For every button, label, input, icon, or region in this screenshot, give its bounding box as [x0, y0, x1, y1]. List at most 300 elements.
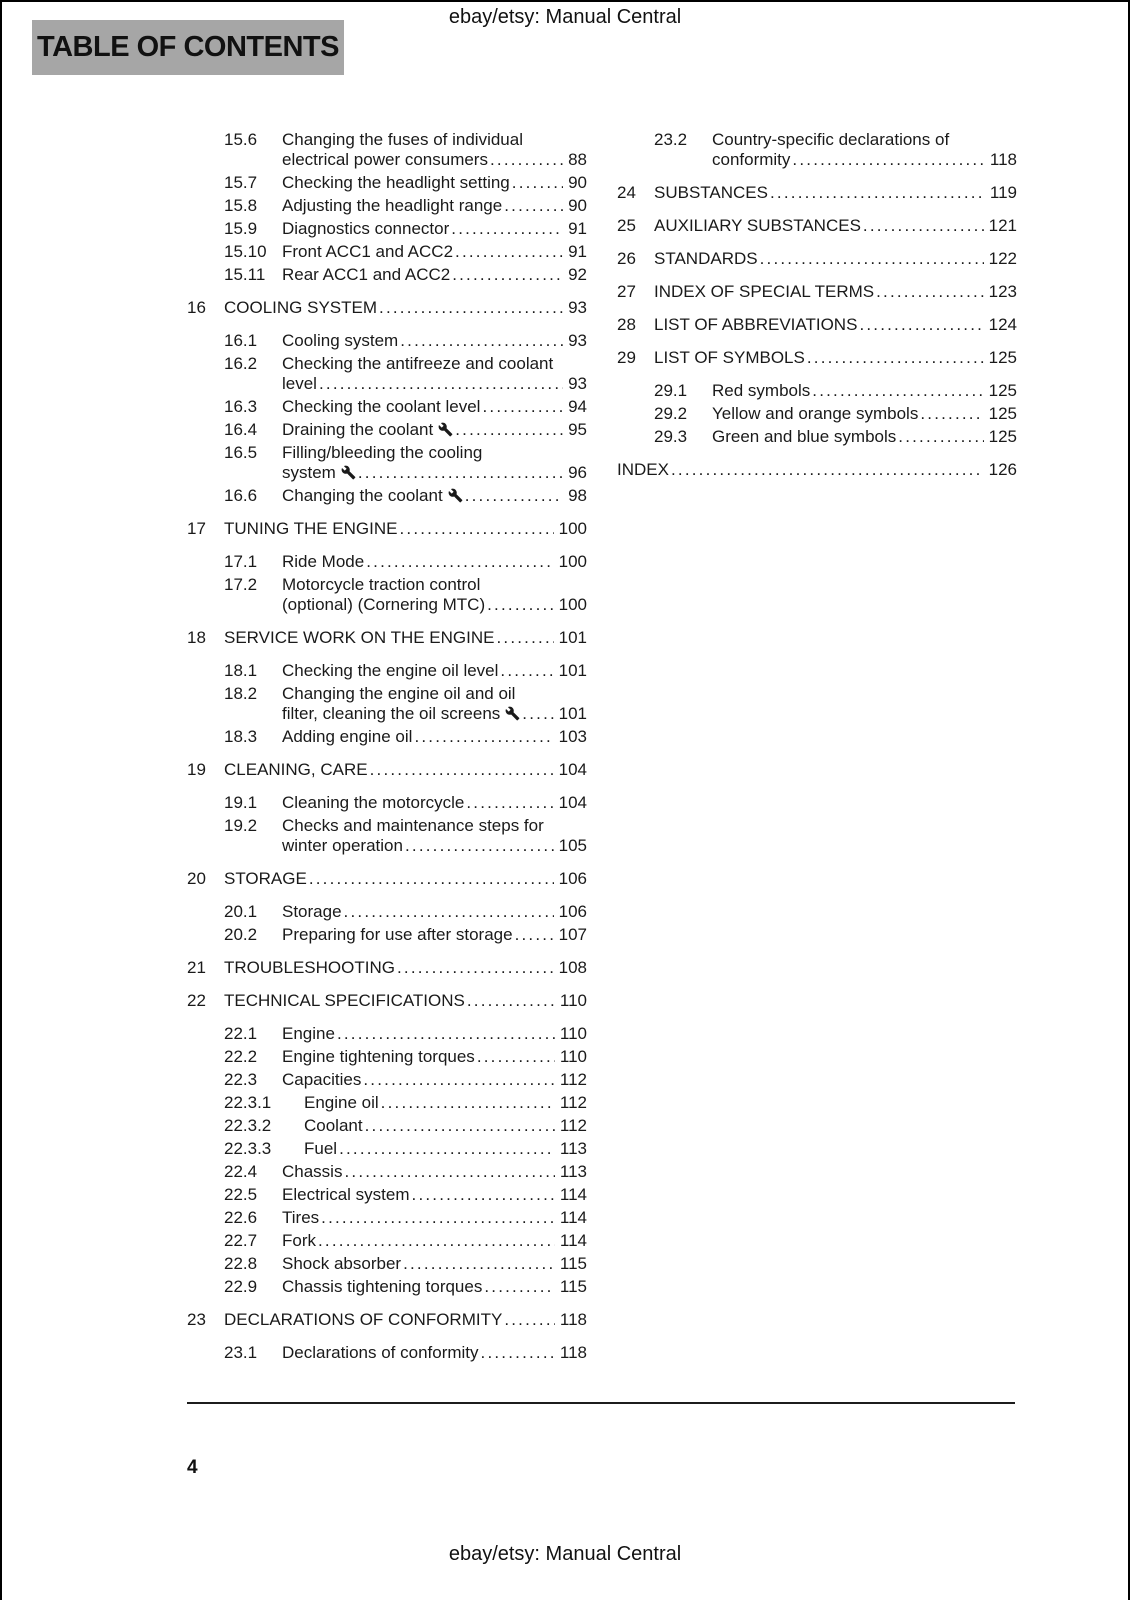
dot-leader: [344, 1162, 554, 1182]
toc-entry-number: 21: [187, 958, 206, 977]
toc-entry-line: [224, 1277, 587, 1297]
dot-leader: [309, 869, 554, 889]
toc-entry-line: [224, 1093, 587, 1113]
footer-divider: [187, 1402, 1015, 1404]
dot-leader: [504, 1310, 555, 1330]
toc-entry-page: 95: [568, 420, 587, 439]
toc-entry-number: 29.1: [654, 381, 688, 400]
toc-entry-title: Chassis tightening torques: [282, 1277, 483, 1296]
dot-leader: [477, 1047, 555, 1067]
toc-entry-line: [617, 315, 1017, 335]
toc-entry-number: 26: [617, 249, 636, 268]
toc-entry-title: Adjusting the headlight range: [282, 196, 503, 215]
wrench-icon: [448, 488, 463, 503]
toc-entry-line: [654, 427, 1017, 447]
toc-entry-page: 112: [559, 1070, 587, 1089]
toc-entry-page: 125: [988, 427, 1017, 446]
toc-entry: [224, 727, 587, 747]
dot-leader: [318, 1231, 555, 1251]
toc-entry: [224, 486, 587, 506]
toc-entry: [224, 1139, 587, 1159]
toc-entry-number: 19.2: [224, 816, 258, 835]
dot-leader: [451, 219, 563, 239]
toc-entry-number: 18.1: [224, 661, 258, 680]
toc-entry-page: 113: [559, 1139, 587, 1158]
toc-entry-line: [224, 1254, 587, 1274]
dot-leader: [760, 249, 984, 269]
toc-entry-page: 110: [559, 1024, 587, 1043]
toc-entry-number: 16.3: [224, 397, 258, 416]
toc-entry: [224, 793, 587, 813]
toc-entry-number: 17.1: [224, 552, 258, 571]
toc-entry-number: 24: [617, 183, 636, 202]
toc-entry-page: 106: [558, 869, 587, 888]
dot-leader: [465, 486, 563, 506]
toc-entry-title: TECHNICAL SPECIFICATIONS: [224, 991, 465, 1010]
toc-entry-title: filter, cleaning the oil screens: [282, 704, 501, 723]
toc-entry-number: 22.4: [224, 1162, 258, 1181]
toc-entry-title: Engine oil: [304, 1093, 379, 1112]
toc-entry-page: 94: [568, 397, 587, 416]
toc-entry-page: 90: [568, 196, 587, 215]
dot-leader: [515, 925, 554, 945]
toc-entry: [187, 1310, 587, 1330]
toc-entry-number: 19: [187, 760, 206, 779]
dot-leader: [399, 519, 553, 539]
toc-entry-title: SUBSTANCES: [654, 183, 768, 202]
toc-entry-title: INDEX: [617, 460, 669, 479]
toc-entry-title: Checking the coolant level: [282, 397, 481, 416]
toc-entry-title: DECLARATIONS OF CONFORMITY: [224, 1310, 503, 1329]
toc-entry-page: 105: [558, 836, 587, 855]
toc-entry: [617, 282, 1017, 302]
toc-entry-title: LIST OF ABBREVIATIONS: [654, 315, 858, 334]
toc-entry-page: 123: [988, 282, 1017, 301]
toc-entry: [224, 242, 587, 262]
toc-entry: [224, 661, 587, 681]
toc-entry-number: 22.5: [224, 1185, 258, 1204]
toc-entry-line: [224, 704, 587, 724]
toc-entry-title: Tires: [282, 1208, 320, 1227]
toc-entry-title: Checking the headlight setting: [282, 173, 510, 192]
page-number: 4: [187, 1457, 198, 1478]
toc-entry: [224, 684, 587, 724]
toc-entry: [224, 1185, 587, 1205]
toc-entry-line: [187, 869, 587, 889]
toc-entry: [224, 130, 587, 170]
toc-entry-line: [224, 816, 587, 836]
toc-entry-number: 16.1: [224, 331, 258, 350]
toc-entry-line: [654, 404, 1017, 424]
toc-entry-page: 101: [558, 704, 587, 723]
dot-leader: [321, 1208, 555, 1228]
toc-entry-page: 126: [988, 460, 1017, 479]
toc-entry-number: 20.1: [224, 902, 258, 921]
toc-entry-title: AUXILIARY SUBSTANCES: [654, 216, 861, 235]
toc-entry-title: electrical power consumers: [282, 150, 488, 169]
dot-leader: [363, 1070, 555, 1090]
toc-entry-page: 124: [988, 315, 1017, 334]
toc-entry-page: 101: [558, 628, 587, 647]
toc-entry-line: [224, 331, 587, 351]
toc-entry-title: Checking the antifreeze and coolant: [282, 354, 554, 373]
toc-entry: [224, 1343, 587, 1363]
toc-entry-line: [224, 196, 587, 216]
toc-entry: [224, 1047, 587, 1067]
toc-entry-line: [224, 173, 587, 193]
toc-entry-line: [224, 836, 587, 856]
toc-entry: [187, 519, 587, 539]
toc-entry-number: 18.2: [224, 684, 258, 703]
toc-entry: [224, 1024, 587, 1044]
dot-leader: [500, 661, 553, 681]
toc-entry-line: [224, 486, 587, 506]
toc-entry-line: [654, 150, 1017, 170]
toc-entry-line: [617, 282, 1017, 302]
toc-entry-line: [224, 1231, 587, 1251]
toc-entry-line: [187, 628, 587, 648]
toc-entry-page: 101: [558, 661, 587, 680]
toc-entry-page: 118: [989, 150, 1017, 169]
toc-entry-title: system: [282, 463, 336, 482]
toc-entry-line: [224, 150, 587, 170]
toc-entry: [187, 628, 587, 648]
dot-leader: [452, 265, 563, 285]
toc-entry-line: [617, 460, 1017, 480]
toc-entry: [187, 298, 587, 318]
dot-leader: [455, 242, 563, 262]
toc-entry-line: [224, 397, 587, 417]
toc-column-left: [187, 130, 587, 1366]
toc-entry-title: Green and blue symbols: [712, 427, 897, 446]
toc-entry-page: 93: [568, 298, 587, 317]
dot-leader: [397, 958, 554, 978]
toc-entry-page: 104: [558, 760, 587, 779]
dot-leader: [504, 196, 563, 216]
dot-leader: [490, 150, 563, 170]
toc-entry-title: TUNING THE ENGINE: [224, 519, 398, 538]
toc-entry-page: 122: [988, 249, 1017, 268]
toc-entry: [187, 991, 587, 1011]
toc-entry-line: [224, 1070, 587, 1090]
toc-entry-title: Preparing for use after storage: [282, 925, 513, 944]
toc-entry-number: 23: [187, 1310, 206, 1329]
toc-entry-page: 125: [988, 404, 1017, 423]
toc-entry-number: 22.3: [224, 1070, 258, 1089]
dot-leader: [337, 1024, 555, 1044]
toc-entry-title: Country-specific declarations of: [712, 130, 950, 149]
wrench-icon: [438, 422, 453, 437]
toc-entry-line: [224, 1116, 587, 1136]
toc-entry-page: 121: [988, 216, 1017, 235]
toc-entry-number: 16.6: [224, 486, 258, 505]
toc-entry-number: 22.3.1: [224, 1093, 272, 1112]
toc-entry-title: LIST OF SYMBOLS: [654, 348, 805, 367]
toc-entry-title: Declarations of conformity: [282, 1343, 479, 1362]
dot-leader: [381, 1093, 555, 1113]
toc-entry-title: Fuel: [304, 1139, 338, 1158]
page-header-text: ebay/etsy: Manual Central: [448, 6, 682, 28]
toc-entry-title: Rear ACC1 and ACC2: [282, 265, 451, 284]
toc-entry-line: [224, 1162, 587, 1182]
toc-entry: [617, 249, 1017, 269]
toc-entry-line: [187, 760, 587, 780]
toc-entry-number: 22.3.2: [224, 1116, 272, 1135]
toc-entry-page: 93: [568, 374, 587, 393]
toc-entry-page: 112: [559, 1093, 587, 1112]
toc-entry-line: [224, 575, 587, 595]
toc-entry-page: 104: [558, 793, 587, 812]
toc-entry: [224, 397, 587, 417]
toc-entry-line: [224, 1208, 587, 1228]
dot-leader: [512, 173, 563, 193]
toc-entry-title: Checking the engine oil level: [282, 661, 499, 680]
toc-entry-number: 16.2: [224, 354, 258, 373]
toc-entry-page: 113: [559, 1162, 587, 1181]
toc-entry-number: 23.2: [654, 130, 688, 149]
toc-entry: [224, 1070, 587, 1090]
toc-entry-number: 16: [187, 298, 206, 317]
toc-entry-number: 15.11: [224, 265, 266, 284]
toc-entry-number: 22.9: [224, 1277, 258, 1296]
dot-leader: [370, 760, 554, 780]
toc-entry-page: 100: [558, 552, 587, 571]
toc-entry-line: [187, 298, 587, 318]
toc-entry-page: 108: [558, 958, 587, 977]
toc-entry: [224, 1162, 587, 1182]
toc-entry-line: [224, 727, 587, 747]
toc-entry: [224, 1116, 587, 1136]
toc-entry-page: 98: [568, 486, 587, 505]
toc-entry-title: Electrical system: [282, 1185, 410, 1204]
toc-entry-number: 29.3: [654, 427, 688, 446]
dot-leader: [481, 1343, 555, 1363]
dot-leader: [467, 991, 555, 1011]
toc-entry-title: SERVICE WORK ON THE ENGINE: [224, 628, 495, 647]
toc-entry: [617, 460, 1017, 480]
toc-entry-title: Fork: [282, 1231, 316, 1250]
toc-entry-line: [187, 958, 587, 978]
toc-entry: [187, 958, 587, 978]
toc-entry-title: Changing the engine oil and oil: [282, 684, 516, 703]
toc-entry-page: 114: [559, 1208, 587, 1227]
toc-entry: [224, 902, 587, 922]
toc-entry-line: [187, 519, 587, 539]
toc-entry-title: CLEANING, CARE: [224, 760, 368, 779]
dot-leader: [863, 216, 984, 236]
dot-leader: [414, 727, 553, 747]
toc-entry-page: 93: [568, 331, 587, 350]
dot-leader: [770, 183, 985, 203]
toc-entry: [224, 925, 587, 945]
toc-entry-line: [224, 684, 587, 704]
toc-entry-title: Draining the coolant: [282, 420, 434, 439]
toc-entry-title: Engine: [282, 1024, 335, 1043]
toc-entry: [224, 420, 587, 440]
toc-entry-title: Storage: [282, 902, 342, 921]
toc-entry: [187, 760, 587, 780]
toc-entry-page: 118: [559, 1343, 587, 1362]
toc-entry-title: Chassis: [282, 1162, 343, 1181]
toc-entry: [224, 331, 587, 351]
toc-entry-page: 115: [559, 1254, 587, 1273]
toc-entry-page: 114: [559, 1231, 587, 1250]
toc-entry-line: [224, 420, 587, 440]
toc-entry-line: [187, 991, 587, 1011]
toc-entry: [224, 443, 587, 483]
dot-leader: [484, 1277, 555, 1297]
toc-entry-line: [654, 381, 1017, 401]
toc-entry: [224, 196, 587, 216]
toc-entry-page: 92: [568, 265, 587, 284]
toc-entry-line: [224, 219, 587, 239]
toc-entry-page: 103: [558, 727, 587, 746]
toc-entry-number: 20: [187, 869, 206, 888]
dot-leader: [859, 315, 983, 335]
dot-leader: [466, 793, 553, 813]
toc-entry-number: 22.2: [224, 1047, 258, 1066]
toc-entry-line: [224, 1185, 587, 1205]
toc-entry-number: 22: [187, 991, 206, 1010]
toc-entry: [224, 1208, 587, 1228]
toc-entry-title: conformity: [712, 150, 791, 169]
dot-leader: [403, 1254, 555, 1274]
toc-entry: [224, 265, 587, 285]
toc-entry-page: 100: [558, 595, 587, 614]
toc-entry-number: 28: [617, 315, 636, 334]
toc-entry-number: 20.2: [224, 925, 258, 944]
toc-entry-line: [224, 374, 587, 394]
dot-leader: [920, 404, 983, 424]
toc-entry: [654, 427, 1017, 447]
toc-entry-line: [224, 552, 587, 572]
toc-entry-line: [224, 463, 587, 483]
toc-entry-line: [224, 1024, 587, 1044]
dot-leader: [339, 1139, 555, 1159]
toc-entry-page: 110: [559, 991, 587, 1010]
toc-entry-page: 115: [559, 1277, 587, 1296]
toc-entry-title: Checks and maintenance steps for: [282, 816, 544, 835]
toc-entry-line: [224, 661, 587, 681]
toc-entry-page: 110: [559, 1047, 587, 1066]
toc-entry-number: 19.1: [224, 793, 258, 812]
toc-entry: [654, 130, 1017, 170]
toc-entry-number: 15.10: [224, 242, 267, 261]
toc-entry-line: [654, 130, 1017, 150]
toc-entry-title: winter operation: [282, 836, 403, 855]
toc-entry-number: 22.6: [224, 1208, 258, 1227]
toc-entry: [654, 404, 1017, 424]
toc-entry-page: 125: [988, 381, 1017, 400]
toc-entry-page: 118: [559, 1310, 587, 1329]
dot-leader: [455, 420, 563, 440]
toc-entry: [224, 1093, 587, 1113]
toc-entry-number: 15.6: [224, 130, 258, 149]
toc-entry-title: COOLING SYSTEM: [224, 298, 378, 317]
toc-entry: [224, 575, 587, 615]
toc-entry: [224, 354, 587, 394]
toc-entry-line: [224, 793, 587, 813]
toc-entry-title: Ride Mode: [282, 552, 365, 571]
toc-entry-number: 22.1: [224, 1024, 258, 1043]
toc-entry-number: 15.7: [224, 173, 258, 192]
dot-leader: [812, 381, 983, 401]
dot-leader: [876, 282, 984, 302]
toc-entry-line: [617, 348, 1017, 368]
dot-leader: [400, 331, 563, 351]
toc-entry-title: STORAGE: [224, 869, 307, 888]
dot-leader: [365, 1116, 555, 1136]
toc-entry-line: [224, 265, 587, 285]
toc-entry: [224, 1277, 587, 1297]
toc-entry-title: (optional) (Cornering MTC): [282, 595, 486, 614]
toc-entry-line: [617, 249, 1017, 269]
wrench-icon: [341, 465, 356, 480]
toc-entry-page: 107: [558, 925, 587, 944]
toc-entry: [224, 1254, 587, 1274]
toc-entry-page: 96: [568, 463, 587, 482]
toc-entry-title: Cooling system: [282, 331, 399, 350]
dot-leader: [412, 1185, 555, 1205]
dot-leader: [496, 628, 553, 648]
toc-entry: [617, 348, 1017, 368]
toc-entry-number: 17: [187, 519, 206, 538]
toc-entry-number: 15.8: [224, 196, 258, 215]
toc-entry-line: [224, 1343, 587, 1363]
dot-leader: [807, 348, 984, 368]
toc-entry-page: 100: [558, 519, 587, 538]
toc-entry: [224, 173, 587, 193]
toc-entry-number: 29: [617, 348, 636, 367]
dot-leader: [379, 298, 563, 318]
toc-entry-title: Motorcycle traction control: [282, 575, 481, 594]
toc-entry-page: 106: [558, 902, 587, 921]
toc-entry-page: 119: [989, 183, 1017, 202]
toc-column-right: [617, 130, 1017, 493]
dot-leader: [319, 374, 563, 394]
toc-entry: [224, 552, 587, 572]
toc-entry-line: [224, 443, 587, 463]
dot-leader: [482, 397, 563, 417]
toc-entry-number: 27: [617, 282, 636, 301]
dot-leader: [358, 463, 563, 483]
toc-entry-number: 17.2: [224, 575, 258, 594]
toc-entry-line: [617, 183, 1017, 203]
toc-entry-number: 16.4: [224, 420, 258, 439]
toc-entry-line: [224, 354, 587, 374]
toc-entry-number: 29.2: [654, 404, 688, 423]
dot-leader: [522, 704, 553, 724]
toc-entry-page: 125: [988, 348, 1017, 367]
toc-entry-title: Changing the fuses of individual: [282, 130, 523, 149]
toc-entry-title: Front ACC1 and ACC2: [282, 242, 454, 261]
dot-leader: [366, 552, 553, 572]
wrench-icon: [505, 706, 520, 721]
toc-entry-page: 112: [559, 1116, 587, 1135]
toc-entry-number: 18: [187, 628, 206, 647]
dot-leader: [344, 902, 554, 922]
page-title: TABLE OF CONTENTS: [37, 31, 339, 63]
toc-entry-number: 22.3.3: [224, 1139, 272, 1158]
toc-entry-number: 15.9: [224, 219, 258, 238]
toc-entry: [224, 1231, 587, 1251]
toc-entry-title: STANDARDS: [654, 249, 758, 268]
dot-leader: [792, 150, 984, 170]
toc-entry-line: [224, 902, 587, 922]
toc-entry: [187, 869, 587, 889]
toc-entry-title: INDEX OF SPECIAL TERMS: [654, 282, 875, 301]
toc-entry-page: 88: [568, 150, 587, 169]
